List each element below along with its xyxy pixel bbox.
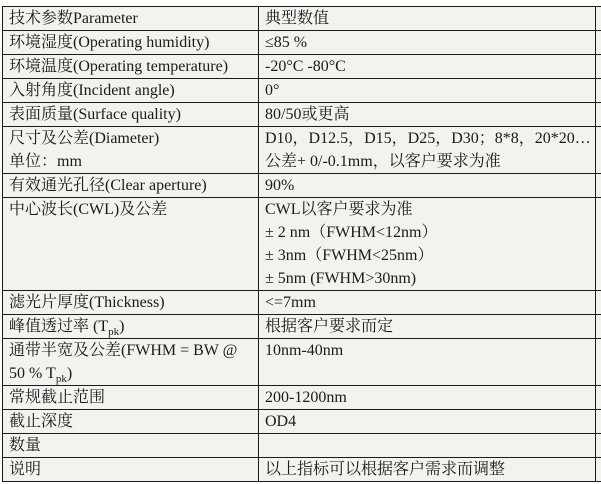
cell-line: 常规截止范围 xyxy=(9,389,106,406)
table-row xyxy=(3,458,601,482)
parameter-cell xyxy=(3,103,259,127)
value-cell xyxy=(259,291,596,315)
edge-cell xyxy=(596,291,601,315)
cell-line: 通带半宽及公差(FWHM = BW @ xyxy=(9,342,238,359)
table-row xyxy=(3,31,601,55)
value-cell xyxy=(259,31,596,55)
cell-line: 表面质量(Surface quality) xyxy=(9,106,181,123)
cell-line: 0° xyxy=(265,82,280,99)
cell-line: 说明 xyxy=(9,461,42,478)
cell-line: D10，D12.5，D15，D25，D30；8*8，20*20… xyxy=(265,130,591,147)
cell-line: 峰值透过率 $(T_{pk})$ xyxy=(9,318,125,338)
table-row xyxy=(3,291,601,315)
table-row xyxy=(3,410,601,434)
cell-line: -20°C -80°C xyxy=(265,58,346,75)
value-cell xyxy=(259,339,596,386)
edge-cell xyxy=(596,31,601,55)
table-row xyxy=(3,434,601,458)
parameter-cell xyxy=(3,174,259,198)
value-cell xyxy=(259,386,596,410)
cell-line: 50 % $T_{pk}$) xyxy=(9,365,73,385)
parameter-cell xyxy=(3,31,259,55)
subscript-text: pk xyxy=(108,326,120,338)
header-parameter xyxy=(3,7,259,31)
edge-cell xyxy=(596,103,601,127)
cell-line: 入射角度(Incident angle) xyxy=(9,82,175,99)
edge-cell xyxy=(596,127,601,174)
table-row xyxy=(3,174,601,198)
edge-cell xyxy=(596,386,601,410)
cell-line: 公差+ 0/-0.1mm，以客户要求为准 xyxy=(265,153,501,170)
cell-line: ± 3nm（FWHM<25nm） xyxy=(265,247,434,264)
parameter-cell xyxy=(3,127,259,174)
value-cell xyxy=(259,434,596,458)
parameter-cell xyxy=(3,434,259,458)
edge-cell xyxy=(596,434,601,458)
cell-line: 环境温度(Operating temperature) xyxy=(9,58,229,75)
edge-cell xyxy=(596,174,601,198)
parameter-cell xyxy=(3,198,259,291)
cell-line: 中心波长(CWL)及公差 xyxy=(9,201,168,218)
parameter-cell xyxy=(3,315,259,339)
cell-line: 根据客户要求而定 xyxy=(265,318,394,335)
edge-cell xyxy=(596,198,601,291)
header-edge-cell xyxy=(596,7,601,31)
edge-cell xyxy=(596,410,601,434)
value-cell xyxy=(259,55,596,79)
parameter-cell xyxy=(3,458,259,482)
value-cell xyxy=(259,410,596,434)
value-cell xyxy=(259,198,596,291)
table-row xyxy=(3,386,601,410)
table-row xyxy=(3,198,601,291)
cell-line: 尺寸及公差(Diameter) xyxy=(9,130,160,147)
cell-line: CWL以客户要求为准 xyxy=(265,201,413,218)
cell-line: ± 2 nm（FWHM<12nm） xyxy=(265,224,438,241)
cell-line: ± 5nm (FWHM>30nm) xyxy=(265,270,417,287)
value-cell xyxy=(259,458,596,482)
cell-line: 数量 xyxy=(9,437,42,454)
parameter-cell xyxy=(3,339,259,386)
cell-line: ≤85 % xyxy=(265,34,308,51)
cell-line xyxy=(265,434,591,457)
cell-line: 滤光片厚度(Thickness) xyxy=(9,294,165,311)
value-cell xyxy=(259,174,596,198)
spec-table-body xyxy=(3,31,601,482)
value-cell xyxy=(259,103,596,127)
subscript-text: pk xyxy=(55,373,67,385)
header-value-label: 典型数值 xyxy=(265,10,330,27)
value-cell xyxy=(259,79,596,103)
cell-line: 截止深度 xyxy=(9,413,74,430)
cell-line: 90% xyxy=(265,177,295,194)
value-cell xyxy=(259,315,596,339)
cell-line: 80/50或更高 xyxy=(265,106,350,123)
edge-cell xyxy=(596,79,601,103)
table-row xyxy=(3,315,601,339)
cell-line: 有效通光孔径(Clear aperture) xyxy=(9,177,207,194)
cell-line: 10nm-40nm xyxy=(265,342,344,359)
table-row xyxy=(3,339,601,386)
parameter-cell xyxy=(3,386,259,410)
parameter-cell xyxy=(3,79,259,103)
cell-line: OD4 xyxy=(265,413,297,430)
edge-cell xyxy=(596,315,601,339)
edge-cell xyxy=(596,55,601,79)
parameter-cell xyxy=(3,55,259,79)
cell-line: 200-1200nm xyxy=(265,389,347,406)
value-cell xyxy=(259,127,596,174)
table-row xyxy=(3,55,601,79)
edge-cell xyxy=(596,339,601,386)
table-row xyxy=(3,127,601,174)
parameter-cell xyxy=(3,410,259,434)
edge-cell xyxy=(596,458,601,482)
header-value xyxy=(259,7,596,31)
cell-line: 单位：mm xyxy=(9,153,82,170)
table-row xyxy=(3,79,601,103)
table-row xyxy=(3,103,601,127)
spec-table xyxy=(2,6,601,482)
header-parameter-label: 技术参数Parameter xyxy=(9,10,138,27)
parameter-cell xyxy=(3,291,259,315)
header-row xyxy=(3,7,601,31)
cell-line: <=7mm xyxy=(265,294,316,311)
spec-table-header xyxy=(3,7,601,31)
cell-line: 环境湿度(Operating humidity) xyxy=(9,34,210,51)
cell-line: 以上指标可以根据客户需求而调整 xyxy=(265,461,506,478)
